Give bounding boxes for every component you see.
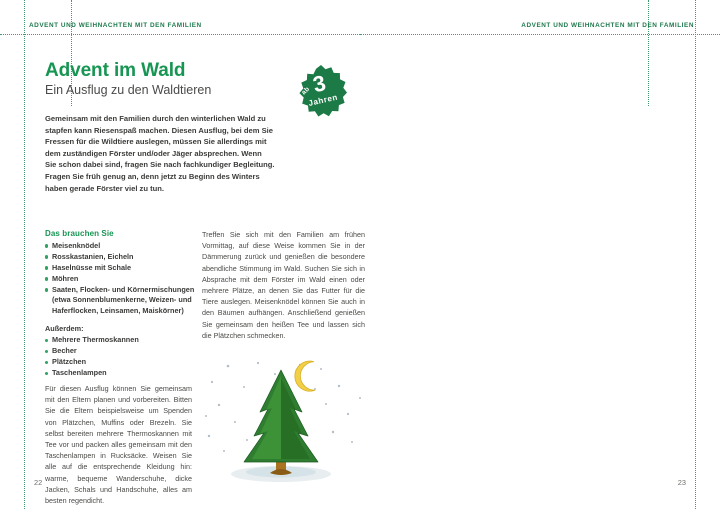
list-item: Haselnüsse mit Schale (45, 263, 197, 273)
materials-list-left-subitems (45, 335, 197, 378)
list-item: Mehrere Thermoskannen (45, 335, 197, 345)
running-head-left: ADVENT UND WEIHNACHTEN MIT DEN FAMILIEN (29, 22, 202, 29)
list-item: Rosskastanien, Eicheln (45, 252, 197, 262)
list-item: Becher (45, 346, 197, 356)
list-item: Möhren (45, 274, 197, 284)
age-badge-left-suffix: Jahren (307, 92, 339, 108)
list-item: Meisenknödel (45, 241, 197, 251)
page-subtitle-left: Ein Ausflug zu den Waldtieren (45, 83, 212, 97)
fir-tree-icon (200, 356, 370, 504)
materials-list-left-items (45, 241, 197, 316)
age-badge-left (294, 64, 348, 118)
materials-list-left (45, 229, 197, 379)
intro-paragraph-left: Gemeinsam mit den Familien durch den winterlichen Wald zu stapfen kann Riesenspaß machen. Diesen Ausflug, bei dem Sie Fressen für die Wildtiere auslegen, müssen Sie allerdings mit dem zuständigen Förster und/oder Jäger absprechen. Wenn Sie schon dabei sind, fragen Sie nach fachkundiger Begleitung. Fragen Sie früh genug an, denn jetzt zu Beginn des Winters haben gerade Förster viel zu tun. (45, 114, 275, 193)
running-head-right: ADVENT UND WEIHNACHTEN MIT DEN FAMILIEN (521, 22, 694, 29)
page-number-right: 23 (677, 478, 686, 487)
age-badge-left-prefix: ab (300, 85, 312, 97)
body-column-left-one: Für diesen Ausflug können Sie gemeinsam mit den Eltern planen und vorbereiten. Bitten Sie die Eltern beispielsweise um Spenden von Plätzchen, Muffins oder Brezeln. Sie selbst bereiten mehrere Thermoskannen mit Tee vor und packen alles gemeinsam mit den Taschenlampen in Rucksäcke. Weisen Sie alle auf die entsprechende Kleidung hin: warme, bequeme Wanderschuhe, dicke Jacken, Schals und Handschuhe, alles am besten regendicht. (45, 384, 192, 506)
list-item: Plätzchen (45, 357, 197, 367)
left-page (0, 0, 365, 509)
list-item: Taschenlampen (45, 368, 197, 378)
page-title-left: Advent im Wald (45, 60, 186, 81)
fir-tree-illustration (200, 356, 370, 504)
list-item: Saaten, Flocken- und Körnermischungen (etwa Sonnenblumenkerne, Weizen- und Haferflocken, Leinsamen, Maiskörner) (45, 285, 197, 316)
materials-list-left-heading: Das brauchen Sie (45, 229, 114, 238)
age-badge-left-number: 3 (310, 70, 329, 98)
page-number-left: 22 (34, 478, 43, 487)
body-column-left-two: Treffen Sie sich mit den Familien am frühen Vormittag, auf diese Weise kommen Sie in der Dämmerung zurück und genießen die besondere abendliche Stimmung im Wald. Suchen Sie sich in Absprache mit dem Förster im Wald einen oder mehrere Plätze, an denen Sie das Futter für die Tiere auslegen. Meisenknödel können Sie auch in den Bäumen aufhängen. Anschließend genießen Sie gemeinsam den heißen Tee und lassen sich die Plätzchen schmecken. (202, 230, 365, 340)
materials-list-left-subheading: Außerdem: (45, 324, 84, 334)
right-page (360, 0, 720, 509)
